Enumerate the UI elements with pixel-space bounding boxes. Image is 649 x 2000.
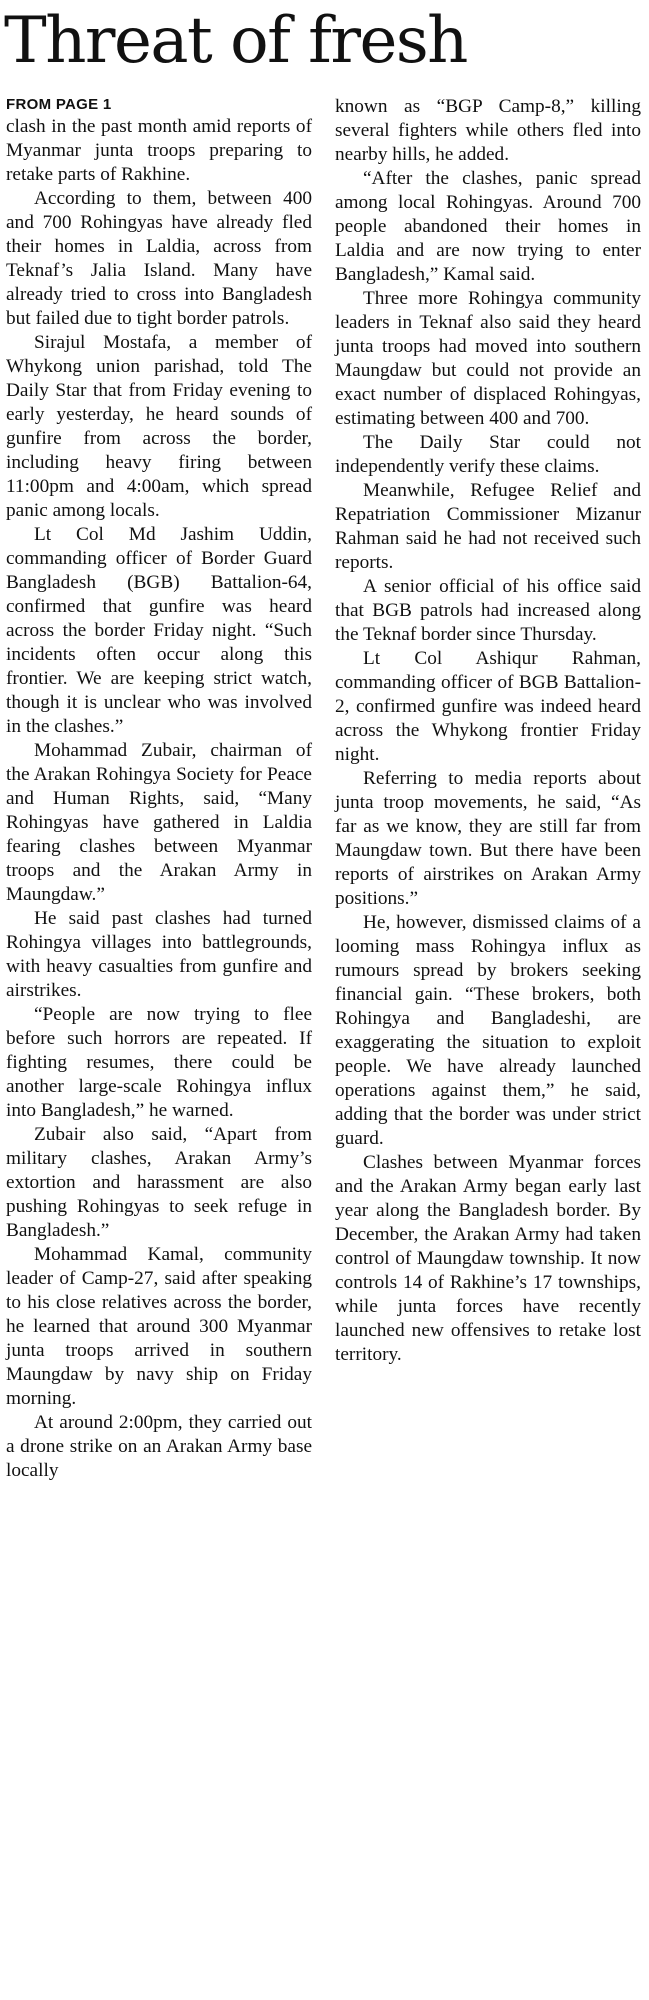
paragraph: “People are now trying to flee before such horrors are repeated. If fighting resumes, there could be another large-scale Rohingya influx into Bangladesh,” he warned. (6, 1004, 312, 1121)
paragraph: At around 2:00pm, they carried out a drone strike on an Arakan Army base locally (6, 1412, 312, 1481)
headline: Threat of fresh (4, 4, 467, 78)
paragraph: known as “BGP Camp-8,” killing several fighters while others fled into nearby hills, he added. (335, 96, 641, 165)
paragraph: Zubair also said, “Apart from military clashes, Arakan Army’s extortion and harassment are also pushing Rohingyas to seek refuge in Bangladesh.” (6, 1124, 312, 1241)
paragraph: Sirajul Mostafa, a member of Whykong union parishad, told The Daily Star that from Friday evening to early yesterday, he heard sounds of gunfire from across the border, including heavy firing between 11:00pm and 4:00am, which spread panic among locals. (6, 332, 312, 521)
article-column-right (335, 95, 641, 1367)
paragraph: He, however, dismissed claims of a looming mass Rohingya influx as rumours spread by brokers seeking financial gain. “These brokers, both Rohingya and Bangladeshi, are exaggerating the situation to exploit people. We have already launched operations against them,” he said, adding that the border was under strict guard. (335, 912, 641, 1149)
paragraph: He said past clashes had turned Rohingya villages into battlegrounds, with heavy casualties from gunfire and airstrikes. (6, 908, 312, 1001)
paragraph: clash in the past month amid reports of Myanmar junta troops preparing to retake parts of Rakhine. (6, 116, 312, 185)
paragraph: Referring to media reports about junta troop movements, he said, “As far as we know, they are still far from Maungdaw town. But there have been reports of airstrikes on Arakan Army positions.” (335, 768, 641, 909)
paragraph: “After the clashes, panic spread among local Rohingyas. Around 700 people abandoned their homes in Laldia and are now trying to enter Bangladesh,” Kamal said. (335, 168, 641, 285)
paragraph: Meanwhile, Refugee Relief and Repatriation Commissioner Mizanur Rahman said he had not received such reports. (335, 480, 641, 573)
article-column-left (6, 95, 312, 1483)
paragraph: Three more Rohingya community leaders in Teknaf also said they heard junta troops had moved into southern Maungdaw but could not provide an exact number of displaced Rohingyas, estimating between 400 and 700. (335, 288, 641, 429)
paragraph: Mohammad Kamal, community leader of Camp-27, said after speaking to his close relatives across the border, he learned that around 300 Myanmar junta troops arrived in southern Maungdaw by navy ship on Friday morning. (6, 1244, 312, 1409)
paragraph: The Daily Star could not independently verify these claims. (335, 432, 641, 477)
paragraph: According to them, between 400 and 700 Rohingyas have already fled their homes in Laldia, across from Teknaf’s Jalia Island. Many have already tried to cross into Bangladesh but failed due to tight border patrols. (6, 188, 312, 329)
paragraph: Lt Col Ashiqur Rahman, commanding officer of BGB Battalion-2, confirmed gunfire was indeed heard across the Whykong frontier Friday night. (335, 648, 641, 765)
paragraph: Mohammad Zubair, chairman of the Arakan Rohingya Society for Peace and Human Rights, said, “Many Rohingyas have gathered in Laldia fearing clashes between Myanmar troops and the Arakan Army in Maungdaw.” (6, 740, 312, 905)
paragraph: Clashes between Myanmar forces and the Arakan Army began early last year along the Bangladesh border. By December, the Arakan Army had taken control of Maungdaw township. It now controls 14 of Rakhine’s 17 townships, while junta forces have recently launched new offensives to retake lost territory. (335, 1152, 641, 1365)
paragraph: A senior official of his office said that BGB patrols had increased along the Teknaf border since Thursday. (335, 576, 641, 645)
kicker-from-page-1: FROM PAGE 1 (6, 96, 112, 113)
paragraph: Lt Col Md Jashim Uddin, commanding officer of Border Guard Bangladesh (BGB) Battalion-64, confirmed that gunfire was heard across the border Friday night. “Such incidents often occur along this frontier. We are keeping strict watch, though it is unclear who was involved in the clashes.” (6, 524, 312, 737)
